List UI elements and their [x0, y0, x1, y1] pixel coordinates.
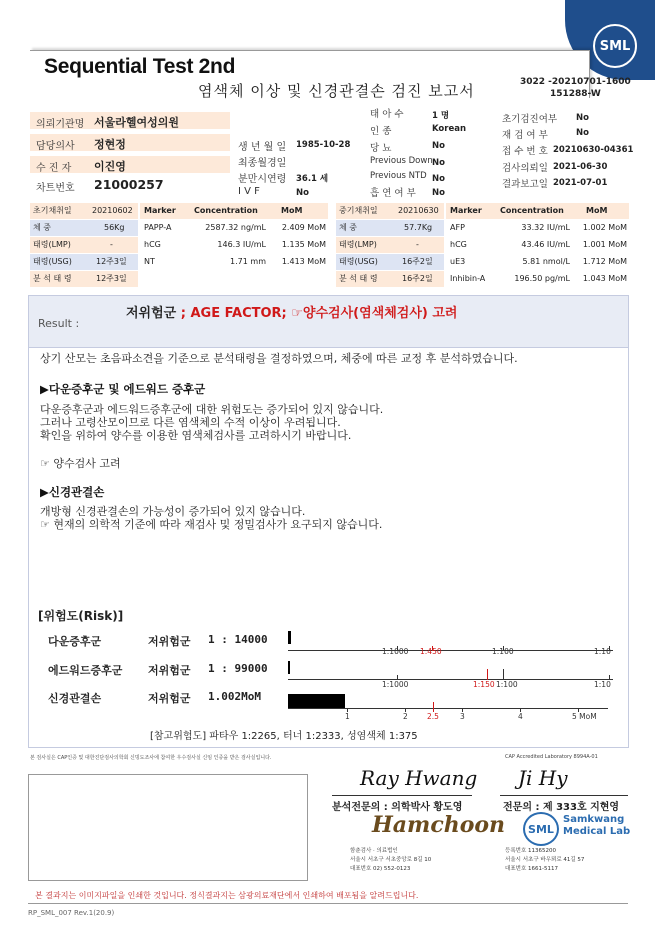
- signature-right-rule: [500, 795, 628, 796]
- first-test-value: No: [576, 113, 589, 123]
- st-r3-conc: 196.50 pg/mL: [514, 274, 570, 283]
- st-usg-label: 태령(USG): [339, 257, 378, 266]
- risk-edw-label-3: 1:10: [594, 680, 611, 689]
- dob-label: 생 년 월 일: [238, 142, 287, 153]
- signature-left: Ray Hwang: [360, 766, 478, 790]
- diabetes-value: No: [432, 141, 445, 151]
- footer-code: RP_SML_007 Rev.1(20.9): [28, 909, 115, 917]
- retest-value: No: [576, 128, 589, 138]
- risk-down-marker: [288, 631, 291, 644]
- risk-ntd-level: 저위험군: [148, 692, 191, 705]
- st-r3-mom: 1.043 MoM: [582, 274, 627, 283]
- right-signer: 전문의 : 제 333호 지현영: [503, 802, 620, 813]
- ft-analysis-label: 분 석 태 령: [33, 274, 72, 283]
- down-p3: 확인을 위하여 양수를 이용한 염색체검사를 고려하시기 바랍니다.: [40, 429, 352, 442]
- ft-weight: 56Kg: [104, 223, 125, 232]
- risk-edw-ratio: 1 : 99000: [208, 662, 268, 675]
- risk-ntd-scale: [288, 708, 608, 709]
- st-weight: 57.7Kg: [404, 223, 433, 232]
- sml-lab-circle: SML: [523, 812, 559, 846]
- prev-ntd-value: No: [432, 174, 445, 184]
- ft-weight-label: 체 중: [33, 223, 51, 232]
- ft-r0-conc: 2587.32 ng/mL: [205, 223, 266, 232]
- signature-left-rule: [332, 795, 472, 796]
- risk-ntd-label-0: 1: [345, 712, 350, 721]
- result-label: Result :: [38, 317, 80, 330]
- st-r0-marker: AFP: [450, 223, 465, 232]
- down-p2: 그러나 고령산모이므로 다른 염색체의 수적 이상이 우려됩니다.: [40, 416, 341, 429]
- hamchoon-address: 함춘검사 · 의료법인 서울시 서초구 서초중앙로 8길 10 대표번호 02) 552-0123: [350, 848, 432, 872]
- ntd-heading: ▶신경관결손: [40, 485, 105, 499]
- st-r2-conc: 5.81 nmol/L: [522, 257, 570, 266]
- test-id: [520, 76, 631, 100]
- dob-value: 1985-10-28: [296, 140, 351, 150]
- fetus-value: 1 명: [432, 111, 450, 121]
- chart-label: 차트번호: [36, 183, 75, 194]
- report-title-en: Sequential Test 2nd: [44, 55, 236, 78]
- request-date-label: 검사의뢰일: [502, 163, 548, 174]
- ntd-p1: 개방형 신경관결손의 가능성이 증가되어 있지 않습니다.: [40, 505, 306, 518]
- risk-title: [위험도(Risk)]: [38, 609, 124, 623]
- comment-box: [28, 774, 308, 881]
- chart-value: 21000257: [94, 177, 164, 192]
- ft-r2-conc: 1.71 mm: [230, 257, 266, 266]
- st-r1-marker: hCG: [450, 240, 467, 249]
- st-lmp: -: [416, 240, 419, 249]
- ft-r1-marker: hCG: [144, 240, 161, 249]
- st-weight-label: 체 중: [339, 223, 357, 232]
- risk-edw-tick-1: [487, 669, 488, 680]
- footer-rule: [28, 903, 628, 904]
- ft-date-label: 초기채취일: [33, 206, 72, 215]
- ft-r1-conc: 146.3 IU/mL: [217, 240, 266, 249]
- sml-lab-name: Samkwang Medical Lab: [563, 814, 631, 837]
- ft-lmp: -: [110, 240, 113, 249]
- risk-down-scale: [288, 650, 613, 651]
- risk-edw-marker: [288, 661, 290, 674]
- report-date-value: 2021-07-01: [553, 178, 608, 188]
- test-id-line1: 3022 -20210701-1600: [520, 77, 631, 87]
- down-p4: ☞ 양수검사 고려: [40, 457, 121, 470]
- ft-r0-marker: PAPP-A: [144, 223, 172, 232]
- report-title-kr: 염색체 이상 및 신경관결손 검진 보고서: [198, 82, 475, 100]
- risk-ntd-label-2: 2.5: [427, 712, 439, 721]
- result-level: 저위험군: [126, 306, 177, 321]
- doctor-label: 담당의사: [36, 141, 75, 152]
- cert-note-right: CAP Accredited Laboratory 8994A-01: [505, 754, 598, 760]
- risk-ntd-tick-2: [433, 702, 434, 712]
- risk-ntd-name: 신경관결손: [48, 692, 102, 705]
- lmp-label: 최종월경일: [238, 158, 287, 169]
- ft-r2-mom: 1.413 MoM: [281, 257, 326, 266]
- risk-down-name: 다운증후군: [48, 635, 102, 648]
- st-h-mom: MoM: [586, 206, 608, 215]
- st-analysis: 16주2일: [402, 274, 433, 283]
- footer-note: 본 결과지는 이미지파일을 인쇄한 것입니다. 정식결과지는 삼광의료재단에서 인쇄하여 배포됨을 알려드립니다.: [35, 891, 419, 900]
- retest-label: 재 검 여 부: [502, 130, 548, 141]
- result-text: [126, 302, 457, 321]
- left-signer: 분석전문의 : 의학박사 황도영: [332, 802, 463, 813]
- patient-value: 이진영: [94, 160, 126, 173]
- ft-h-marker: Marker: [144, 206, 176, 215]
- ft-analysis: 12주3일: [96, 274, 127, 283]
- race-value: Korean: [432, 124, 467, 134]
- ft-r2-marker: NT: [144, 257, 155, 266]
- ft-date: 20210602: [92, 206, 133, 215]
- ft-usg: 12주3일: [96, 257, 127, 266]
- receipt-value: 20210630-04361: [553, 145, 634, 155]
- first-test-label: 초기검진여부: [502, 114, 558, 125]
- st-date-label: 중기채취일: [339, 206, 378, 215]
- ntd-p2: ☞ 현재의 의학적 기준에 따라 재검사 및 정밀검사가 요구되지 않습니다.: [40, 518, 383, 531]
- st-analysis-label: 분 석 태 령: [339, 274, 378, 283]
- ivf-value: No: [296, 188, 309, 198]
- age-label: 분만시연령: [238, 174, 287, 185]
- st-r1-mom: 1.001 MoM: [582, 240, 627, 249]
- ivf-label: I V F: [238, 186, 260, 197]
- report-date-label: 결과보고일: [502, 179, 548, 190]
- request-date-value: 2021-06-30: [553, 162, 608, 172]
- st-date: 20210630: [398, 206, 439, 215]
- risk-edw-scale: [288, 679, 613, 680]
- ft-h-mom: MoM: [281, 206, 303, 215]
- risk-edw-level: 저위험군: [148, 664, 191, 677]
- risk-edw-label-2: 1:100: [496, 680, 518, 689]
- cert-note-left: 본 검사실은 CAP인증 및 대한진단검사의학회 신빙도조사에 참여한 우수검사실 신임 인증을 받은 검사실입니다.: [30, 755, 272, 761]
- risk-down-label-1: 1:450: [420, 647, 442, 656]
- down-p1: 다운증후군과 에드워드증후군에 대한 위험도는 증가되어 있지 않습니다.: [40, 403, 384, 416]
- ft-r0-mom: 2.409 MoM: [281, 223, 326, 232]
- race-label: 인 종: [370, 126, 392, 137]
- test-id-line2: 151288-W: [549, 89, 601, 99]
- sml-logo: SML: [593, 24, 637, 68]
- risk-ntd-label-5: 5 MoM: [572, 712, 597, 721]
- diabetes-label: 당 뇨: [370, 143, 392, 154]
- institution-label: 의뢰기관명: [36, 119, 85, 130]
- risk-down-label-2: 1:100: [492, 647, 514, 656]
- st-h-conc: Concentration: [500, 206, 564, 215]
- smoking-label: 흡 연 여 부: [370, 188, 416, 199]
- risk-edw-name: 에드워드증후군: [48, 664, 123, 677]
- institution-value: 서울라헬여성의원: [94, 116, 180, 129]
- prev-down-value: No: [432, 158, 445, 168]
- patient-label: 수 진 자: [36, 163, 72, 174]
- fetus-label: 태 아 수: [370, 109, 404, 120]
- risk-ntd-label-4: 4: [518, 712, 523, 721]
- st-lmp-label: 태령(LMP): [339, 240, 377, 249]
- st-usg: 16주2일: [402, 257, 433, 266]
- prev-down-label: Previous Down: [370, 156, 433, 166]
- ft-usg-label: 태령(USG): [33, 257, 72, 266]
- st-r3-marker: Inhibin-A: [450, 274, 486, 283]
- smoking-value: No: [432, 188, 445, 198]
- risk-ntd-label-1: 2: [403, 712, 408, 721]
- risk-down-level: 저위험군: [148, 635, 191, 648]
- risk-edw-tick-2: [503, 669, 504, 680]
- st-r2-mom: 1.712 MoM: [582, 257, 627, 266]
- st-h-marker: Marker: [450, 206, 482, 215]
- ft-h-conc: Concentration: [194, 206, 258, 215]
- risk-ntd-ratio: 1.002MoM: [208, 690, 261, 703]
- reference-risk: [참고위험도] 파타우 1:2265, 터너 1:2333, 성염색체 1:375: [150, 731, 418, 742]
- risk-edw-label-0: 1:1000: [382, 680, 409, 689]
- risk-down-label-0: 1:1000: [382, 647, 409, 656]
- hamchoon-logo: Hamchoon: [372, 812, 506, 838]
- down-heading: ▶다운증후군 및 에드워드 증후군: [40, 382, 206, 396]
- sml-address: 등록번호 11365200 서울시 서초구 바우뫼로 41길 57 대표번호 1661-5117: [505, 848, 585, 872]
- st-r2-marker: uE3: [450, 257, 466, 266]
- risk-ntd-label-3: 3: [460, 712, 465, 721]
- prev-ntd-label: Previous NTD: [370, 171, 427, 181]
- signature-right: Ji Hy: [518, 766, 568, 790]
- age-value: 36.1 세: [296, 174, 329, 184]
- doctor-value: 정현정: [94, 138, 126, 151]
- ft-lmp-label: 태령(LMP): [33, 240, 71, 249]
- risk-edw-label-1: 1:150: [473, 680, 495, 689]
- st-r1-conc: 43.46 IU/mL: [521, 240, 570, 249]
- risk-ntd-bar: [288, 694, 345, 708]
- result-detail: ; AGE FACTOR; ☞양수검사(염색체검사) 고려: [176, 306, 458, 321]
- st-r0-conc: 33.32 IU/mL: [521, 223, 570, 232]
- ft-r1-mom: 1.135 MoM: [281, 240, 326, 249]
- intro-text: 상기 산모는 초음파소견을 기준으로 분석태령을 결정하였으며, 체중에 따른 교정 후 분석하였습니다.: [40, 352, 518, 365]
- risk-down-label-3: 1:10: [594, 647, 611, 656]
- risk-down-ratio: 1 : 14000: [208, 633, 268, 646]
- receipt-label: 접 수 번 호: [502, 146, 548, 157]
- st-r0-mom: 1.002 MoM: [582, 223, 627, 232]
